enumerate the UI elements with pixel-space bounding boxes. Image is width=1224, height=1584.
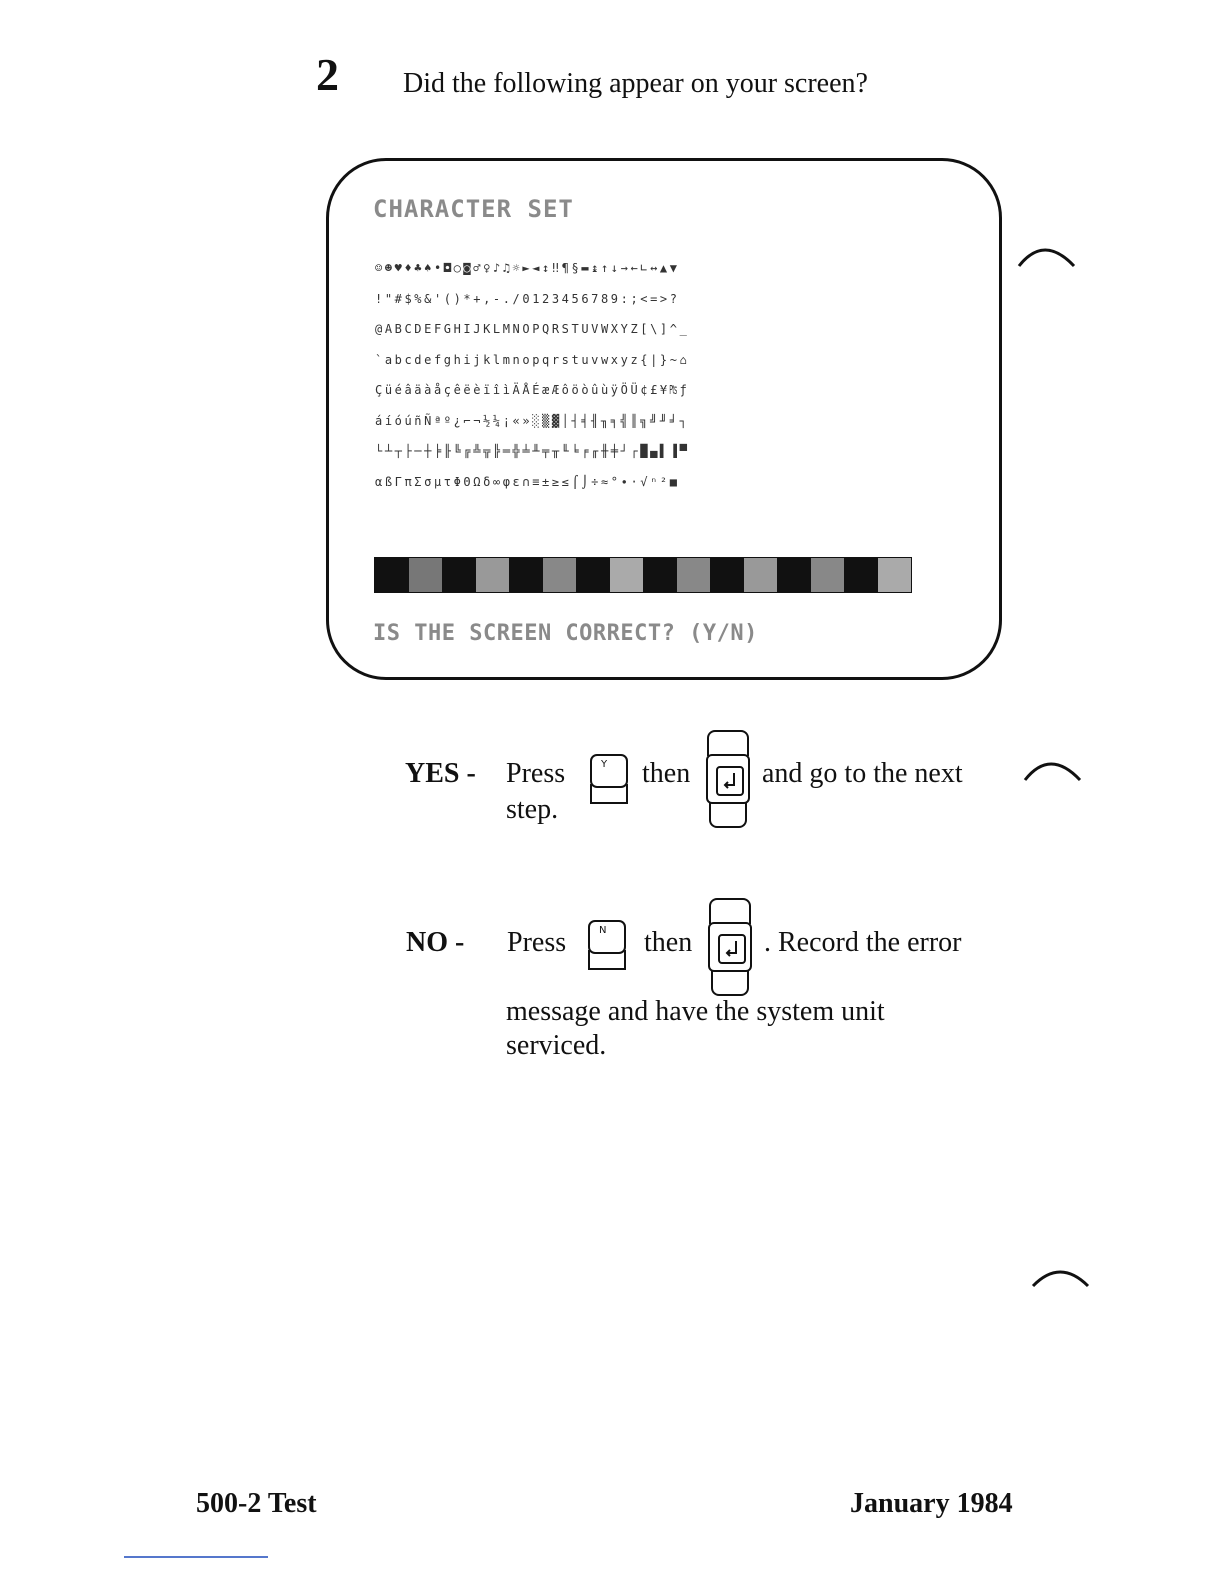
step-number: 2 <box>316 49 339 100</box>
character-row: ☺☻♥♦♣♠•◘○◙♂♀♪♫☼►◄↕‼¶§▬↨↑↓→←∟↔▲▼ <box>375 261 680 275</box>
color-bar-block <box>677 558 711 592</box>
no-press-text: Press <box>507 927 567 958</box>
color-bar-block <box>643 558 677 592</box>
no-line2-text: message and have the system unit <box>506 996 885 1027</box>
n-key-icon <box>588 920 626 970</box>
character-row: αßΓπΣσµτΦΘΩδ∞φε∩≡±≥≤⌠⌡÷≈°∙·√ⁿ²■ <box>375 474 680 489</box>
color-test-bar <box>374 557 912 593</box>
color-bar-block <box>409 558 443 592</box>
yes-press-text: Press <box>506 758 566 789</box>
margin-arc-icon <box>1016 240 1078 270</box>
character-row: └┴┬├─┼╞╟╚╔╩╦╠═╬╧╨╤╥╙╘╒╓╫╪┘┌█▄▌▐▀ <box>375 444 690 458</box>
no-then-text: then <box>644 927 693 958</box>
character-row: @ABCDEFGHIJKLMNOPQRSTUVWXYZ[\]^_ <box>375 322 690 336</box>
enter-key-icon <box>708 898 752 996</box>
color-bar-block <box>576 558 610 592</box>
color-bar-block <box>610 558 644 592</box>
n-key-letter: N <box>599 925 607 936</box>
footer-date: January 1984 <box>850 1488 1013 1519</box>
yes-label: YES - <box>405 758 476 789</box>
color-bar-block <box>844 558 878 592</box>
step-question: Did the following appear on your screen? <box>403 68 868 99</box>
footer-rule <box>124 1556 268 1558</box>
footer-page-label: 500-2 Test <box>196 1488 317 1519</box>
no-after-text: . Record the error <box>764 927 962 958</box>
margin-arc-icon <box>1030 1262 1092 1292</box>
margin-arc-icon <box>1022 754 1084 784</box>
color-bar-block <box>375 558 409 592</box>
screen-prompt: IS THE SCREEN CORRECT? (Y/N) <box>373 621 758 646</box>
color-bar-block <box>509 558 543 592</box>
character-row: !"#$%&'()*+,-./0123456789:;<=>? <box>375 291 680 306</box>
character-set-grid <box>375 253 955 497</box>
color-bar-block <box>710 558 744 592</box>
color-bar-block <box>744 558 778 592</box>
color-bar-block <box>811 558 845 592</box>
color-bar-block <box>777 558 811 592</box>
no-line3-text: serviced. <box>506 1030 607 1061</box>
monitor-screen <box>326 158 1002 680</box>
no-label: NO - <box>406 927 465 958</box>
character-row: ÇüéâäàåçêëèïîìÄÅÉæÆôöòûùÿÖÜ¢£¥₧ƒ <box>375 383 690 397</box>
yes-then-text: then <box>642 758 691 789</box>
color-bar-block <box>543 558 577 592</box>
character-row: áíóúñÑªº¿⌐¬½¼¡«»░▒▓│┤╡╢╖╕╣║╗╝╜╛┐ <box>375 413 690 428</box>
color-bar-block <box>442 558 476 592</box>
yes-line2-text: step. <box>506 794 559 825</box>
character-row: `abcdefghijklmnopqrstuvwxyz{|}~⌂ <box>375 352 690 367</box>
y-key-icon <box>590 754 628 804</box>
screen-title: CHARACTER SET <box>373 195 574 223</box>
color-bar-block <box>476 558 510 592</box>
yes-after-text: and go to the next <box>762 758 963 789</box>
y-key-letter: Y <box>601 759 608 770</box>
color-bar-block <box>878 558 912 592</box>
enter-key-icon <box>706 730 750 828</box>
